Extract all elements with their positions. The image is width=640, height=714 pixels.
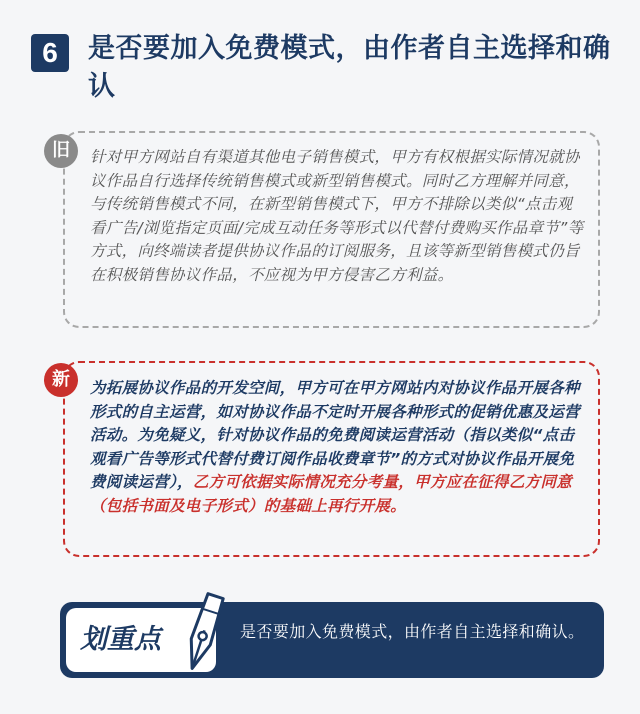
new-clause-text xyxy=(90,377,585,518)
new-clause-main-text: 为拓展协议作品的开发空间，甲方可在甲方网站内对协议作品开展各种形式的自主运营，如对协议作品不定时开展各种形式的促销优惠及运营活动。为免疑义，针对协议作品的免费阅读运营活动（指以类似“点击观看广告等形式代替付费订阅作品收费章节”的方式对协议作品开展免费阅读运营）， xyxy=(90,379,580,491)
key-point-text: 是否要加入免费模式，由作者自主选择和确认。 xyxy=(240,622,585,641)
section-title: 是否要加入免费模式，由作者自主选择和确认 xyxy=(88,33,611,102)
new-clause-highlight-text: 乙方可依据实际情况充分考量，甲方应在征得乙方同意（包括书面及电子形式）的基础上再行开展。 xyxy=(90,473,573,515)
section-number-badge: 6 xyxy=(31,34,69,72)
old-clause-text: 针对甲方网站自有渠道其他电子销售模式，甲方有权根据实际情况就协议作品自行选择传统销售模式或新型销售模式。同时乙方理解并同意，与传统销售模式不同，在新型销售模式下，甲方不排除以类似“点击观看广告/浏览指定页面/完成互动任务等形式以代替付费购买作品章节”等方式，向终端读者提供协议作品的订阅服务，且该等新型销售模式仍旨在积极销售协议作品，不应视为甲方侵害乙方利益。 xyxy=(90,148,584,284)
old-clause-badge: 旧 xyxy=(44,134,78,168)
key-point-label: 划重点 xyxy=(66,608,216,672)
fountain-pen-icon xyxy=(172,590,232,686)
new-clause-badge: 新 xyxy=(44,363,78,397)
